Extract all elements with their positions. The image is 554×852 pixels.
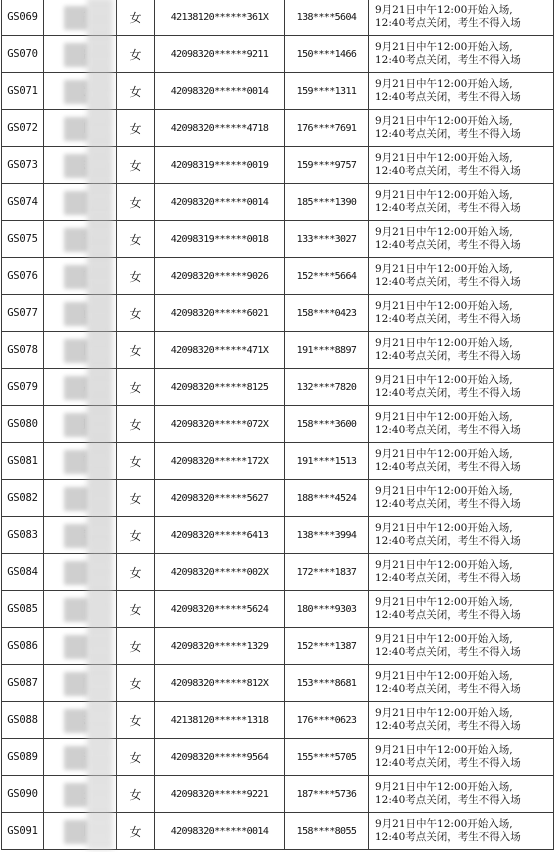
table-row xyxy=(2,110,554,147)
name-blur-mask xyxy=(64,376,88,400)
note-line-1: 9月21日中午12:00开始入场, xyxy=(375,337,513,349)
name-blur-mask xyxy=(64,6,88,30)
phone-cell: 153****8681 xyxy=(285,665,369,702)
candidate-number-cell: GS078 xyxy=(2,332,44,369)
table-row xyxy=(2,628,554,665)
phone-cell: 180****9303 xyxy=(285,591,369,628)
id-number-cell: 42098320******172X xyxy=(155,443,285,480)
note-line-1: 9月21日中午12:00开始入场, xyxy=(375,4,513,16)
roster-body xyxy=(2,0,554,850)
note-line-1: 9月21日中午12:00开始入场, xyxy=(375,41,513,53)
phone-cell: 158****8055 xyxy=(285,813,369,850)
note-line-2: 12:40考点关闭，考生不得入场 xyxy=(375,646,521,658)
note-line-1: 9月21日中午12:00开始入场, xyxy=(375,448,513,460)
note-line-1: 9月21日中午12:00开始入场, xyxy=(375,152,513,164)
admission-note-cell xyxy=(369,110,554,147)
table-row xyxy=(2,554,554,591)
note-line-1: 9月21日中午12:00开始入场, xyxy=(375,596,513,608)
table-row xyxy=(2,739,554,776)
table-row xyxy=(2,776,554,813)
note-line-1: 9月21日中午12:00开始入场, xyxy=(375,559,513,571)
admission-note-cell xyxy=(369,480,554,517)
admission-note-cell xyxy=(369,776,554,813)
table-row xyxy=(2,517,554,554)
gender-cell: 女 xyxy=(117,147,155,184)
id-number-cell: 42138120******361X xyxy=(155,0,285,36)
id-number-cell: 42098320******9221 xyxy=(155,776,285,813)
candidate-name-cell xyxy=(44,813,117,850)
phone-cell: 133****3027 xyxy=(285,221,369,258)
table-row xyxy=(2,332,554,369)
admission-note-cell xyxy=(369,739,554,776)
gender-cell: 女 xyxy=(117,406,155,443)
gender-cell: 女 xyxy=(117,665,155,702)
gender-cell: 女 xyxy=(117,739,155,776)
candidate-number-cell: GS080 xyxy=(2,406,44,443)
table-row xyxy=(2,73,554,110)
note-line-1: 9月21日中午12:00开始入场, xyxy=(375,374,513,386)
admission-note-cell xyxy=(369,665,554,702)
candidate-name-cell xyxy=(44,258,117,295)
name-blur-mask xyxy=(64,302,88,326)
note-line-2: 12:40考点关闭，考生不得入场 xyxy=(375,165,521,177)
admission-note-cell xyxy=(369,813,554,850)
phone-cell: 152****5664 xyxy=(285,258,369,295)
admission-note-cell xyxy=(369,332,554,369)
table-row xyxy=(2,147,554,184)
phone-cell: 191****1513 xyxy=(285,443,369,480)
name-blur-mask xyxy=(64,450,88,474)
note-line-1: 9月21日中午12:00开始入场, xyxy=(375,263,513,275)
name-blur-mask xyxy=(64,265,88,289)
name-blur-mask xyxy=(64,820,88,844)
id-number-cell: 42098320******9564 xyxy=(155,739,285,776)
gender-cell: 女 xyxy=(117,110,155,147)
id-number-cell: 42098320******812X xyxy=(155,665,285,702)
note-line-1: 9月21日中午12:00开始入场, xyxy=(375,670,513,682)
gender-cell: 女 xyxy=(117,369,155,406)
candidate-name-cell xyxy=(44,369,117,406)
table-row xyxy=(2,369,554,406)
note-line-2: 12:40考点关闭，考生不得入场 xyxy=(375,757,521,769)
name-blur-mask xyxy=(64,413,88,437)
candidate-name-cell xyxy=(44,295,117,332)
candidate-name-cell xyxy=(44,665,117,702)
gender-cell: 女 xyxy=(117,443,155,480)
note-line-2: 12:40考点关闭，考生不得入场 xyxy=(375,350,521,362)
name-blur-mask xyxy=(64,672,88,696)
note-line-1: 9月21日中午12:00开始入场, xyxy=(375,781,513,793)
note-line-1: 9月21日中午12:00开始入场, xyxy=(375,411,513,423)
note-line-2: 12:40考点关闭，考生不得入场 xyxy=(375,239,521,251)
name-blur-mask xyxy=(64,228,88,252)
note-line-2: 12:40考点关闭，考生不得入场 xyxy=(375,424,521,436)
note-line-2: 12:40考点关闭，考生不得入场 xyxy=(375,831,521,843)
note-line-1: 9月21日中午12:00开始入场, xyxy=(375,226,513,238)
note-line-1: 9月21日中午12:00开始入场, xyxy=(375,300,513,312)
admission-note-cell xyxy=(369,73,554,110)
note-line-2: 12:40考点关闭，考生不得入场 xyxy=(375,794,521,806)
candidate-number-cell: GS090 xyxy=(2,776,44,813)
admission-note-cell xyxy=(369,443,554,480)
name-blur-mask xyxy=(64,154,88,178)
note-line-2: 12:40考点关闭，考生不得入场 xyxy=(375,683,521,695)
id-number-cell: 42098320******6021 xyxy=(155,295,285,332)
name-blur-mask xyxy=(64,43,88,67)
id-number-cell: 42098319******0018 xyxy=(155,221,285,258)
admission-note-cell xyxy=(369,258,554,295)
candidate-name-cell xyxy=(44,110,117,147)
candidate-number-cell: GS075 xyxy=(2,221,44,258)
id-number-cell: 42098320******4718 xyxy=(155,110,285,147)
note-line-1: 9月21日中午12:00开始入场, xyxy=(375,189,513,201)
id-number-cell: 42098320******0014 xyxy=(155,813,285,850)
table-row xyxy=(2,258,554,295)
name-blur-mask xyxy=(64,487,88,511)
name-blur-mask xyxy=(64,561,88,585)
table-row xyxy=(2,665,554,702)
gender-cell: 女 xyxy=(117,36,155,73)
id-number-cell: 42098320******8125 xyxy=(155,369,285,406)
id-number-cell: 42098320******6413 xyxy=(155,517,285,554)
gender-cell: 女 xyxy=(117,591,155,628)
name-blur-mask xyxy=(64,339,88,363)
candidate-number-cell: GS091 xyxy=(2,813,44,850)
admission-note-cell xyxy=(369,554,554,591)
note-line-2: 12:40考点关闭，考生不得入场 xyxy=(375,91,521,103)
id-number-cell: 42098320******1329 xyxy=(155,628,285,665)
candidate-name-cell xyxy=(44,0,117,36)
candidate-number-cell: GS086 xyxy=(2,628,44,665)
candidate-number-cell: GS089 xyxy=(2,739,44,776)
phone-cell: 158****0423 xyxy=(285,295,369,332)
phone-cell: 159****1311 xyxy=(285,73,369,110)
candidate-name-cell xyxy=(44,147,117,184)
admission-note-cell xyxy=(369,517,554,554)
gender-cell: 女 xyxy=(117,480,155,517)
admission-note-cell xyxy=(369,0,554,36)
admission-note-cell xyxy=(369,36,554,73)
exam-roster-table xyxy=(1,0,554,850)
candidate-name-cell xyxy=(44,73,117,110)
candidate-name-cell xyxy=(44,184,117,221)
note-line-2: 12:40考点关闭，考生不得入场 xyxy=(375,202,521,214)
candidate-name-cell xyxy=(44,406,117,443)
name-blur-mask xyxy=(64,80,88,104)
candidate-number-cell: GS081 xyxy=(2,443,44,480)
table-row xyxy=(2,591,554,628)
name-blur-mask xyxy=(64,524,88,548)
name-blur-mask xyxy=(64,709,88,733)
admission-note-cell xyxy=(369,628,554,665)
gender-cell: 女 xyxy=(117,517,155,554)
gender-cell: 女 xyxy=(117,554,155,591)
admission-note-cell xyxy=(369,702,554,739)
phone-cell: 155****5705 xyxy=(285,739,369,776)
admission-note-cell xyxy=(369,221,554,258)
name-blur-mask xyxy=(64,598,88,622)
phone-cell: 138****5604 xyxy=(285,0,369,36)
candidate-number-cell: GS072 xyxy=(2,110,44,147)
id-number-cell: 42098319******0019 xyxy=(155,147,285,184)
candidate-number-cell: GS079 xyxy=(2,369,44,406)
candidate-name-cell xyxy=(44,739,117,776)
id-number-cell: 42098320******5627 xyxy=(155,480,285,517)
admission-note-cell xyxy=(369,184,554,221)
table-row xyxy=(2,184,554,221)
phone-cell: 188****4524 xyxy=(285,480,369,517)
note-line-1: 9月21日中午12:00开始入场, xyxy=(375,633,513,645)
id-number-cell: 42098320******0014 xyxy=(155,73,285,110)
admission-note-cell xyxy=(369,369,554,406)
phone-cell: 176****0623 xyxy=(285,702,369,739)
candidate-number-cell: GS087 xyxy=(2,665,44,702)
admission-note-cell xyxy=(369,147,554,184)
candidate-name-cell xyxy=(44,776,117,813)
candidate-name-cell xyxy=(44,443,117,480)
admission-note-cell xyxy=(369,295,554,332)
gender-cell: 女 xyxy=(117,221,155,258)
gender-cell: 女 xyxy=(117,73,155,110)
gender-cell: 女 xyxy=(117,813,155,850)
id-number-cell: 42098320******0014 xyxy=(155,184,285,221)
candidate-number-cell: GS088 xyxy=(2,702,44,739)
table-row xyxy=(2,0,554,36)
id-number-cell: 42138120******1318 xyxy=(155,702,285,739)
candidate-name-cell xyxy=(44,36,117,73)
candidate-number-cell: GS084 xyxy=(2,554,44,591)
note-line-1: 9月21日中午12:00开始入场, xyxy=(375,744,513,756)
candidate-number-cell: GS070 xyxy=(2,36,44,73)
table-row xyxy=(2,406,554,443)
note-line-2: 12:40考点关闭，考生不得入场 xyxy=(375,498,521,510)
admission-note-cell xyxy=(369,591,554,628)
phone-cell: 176****7691 xyxy=(285,110,369,147)
phone-cell: 152****1387 xyxy=(285,628,369,665)
name-blur-mask xyxy=(64,783,88,807)
candidate-name-cell xyxy=(44,480,117,517)
candidate-number-cell: GS073 xyxy=(2,147,44,184)
phone-cell: 159****9757 xyxy=(285,147,369,184)
candidate-number-cell: GS076 xyxy=(2,258,44,295)
candidate-number-cell: GS077 xyxy=(2,295,44,332)
gender-cell: 女 xyxy=(117,295,155,332)
table-row xyxy=(2,221,554,258)
gender-cell: 女 xyxy=(117,776,155,813)
name-blur-mask xyxy=(64,635,88,659)
note-line-2: 12:40考点关闭，考生不得入场 xyxy=(375,128,521,140)
id-number-cell: 42098320******072X xyxy=(155,406,285,443)
admission-note-cell xyxy=(369,406,554,443)
table-row xyxy=(2,813,554,850)
candidate-name-cell xyxy=(44,554,117,591)
candidate-name-cell xyxy=(44,221,117,258)
candidate-number-cell: GS069 xyxy=(2,0,44,36)
candidate-number-cell: GS083 xyxy=(2,517,44,554)
id-number-cell: 42098320******5624 xyxy=(155,591,285,628)
note-line-2: 12:40考点关闭，考生不得入场 xyxy=(375,609,521,621)
note-line-2: 12:40考点关闭，考生不得入场 xyxy=(375,54,521,66)
name-blur-mask xyxy=(64,191,88,215)
phone-cell: 185****1390 xyxy=(285,184,369,221)
name-blur-mask xyxy=(64,117,88,141)
candidate-number-cell: GS071 xyxy=(2,73,44,110)
candidate-name-cell xyxy=(44,702,117,739)
gender-cell: 女 xyxy=(117,332,155,369)
phone-cell: 138****3994 xyxy=(285,517,369,554)
note-line-2: 12:40考点关闭，考生不得入场 xyxy=(375,535,521,547)
id-number-cell: 42098320******9026 xyxy=(155,258,285,295)
candidate-name-cell xyxy=(44,517,117,554)
note-line-2: 12:40考点关闭，考生不得入场 xyxy=(375,572,521,584)
note-line-2: 12:40考点关闭，考生不得入场 xyxy=(375,720,521,732)
table-row xyxy=(2,295,554,332)
note-line-2: 12:40考点关闭，考生不得入场 xyxy=(375,461,521,473)
name-blur-mask xyxy=(64,746,88,770)
gender-cell: 女 xyxy=(117,702,155,739)
candidate-name-cell xyxy=(44,332,117,369)
table-row xyxy=(2,36,554,73)
id-number-cell: 42098320******9211 xyxy=(155,36,285,73)
table-row xyxy=(2,480,554,517)
table-row xyxy=(2,702,554,739)
note-line-2: 12:40考点关闭，考生不得入场 xyxy=(375,276,521,288)
note-line-1: 9月21日中午12:00开始入场, xyxy=(375,522,513,534)
gender-cell: 女 xyxy=(117,0,155,36)
note-line-1: 9月21日中午12:00开始入场, xyxy=(375,818,513,830)
gender-cell: 女 xyxy=(117,258,155,295)
gender-cell: 女 xyxy=(117,628,155,665)
id-number-cell: 42098320******002X xyxy=(155,554,285,591)
phone-cell: 132****7820 xyxy=(285,369,369,406)
note-line-1: 9月21日中午12:00开始入场, xyxy=(375,485,513,497)
note-line-2: 12:40考点关闭，考生不得入场 xyxy=(375,17,521,29)
phone-cell: 158****3600 xyxy=(285,406,369,443)
phone-cell: 172****1837 xyxy=(285,554,369,591)
candidate-number-cell: GS074 xyxy=(2,184,44,221)
candidate-number-cell: GS085 xyxy=(2,591,44,628)
note-line-1: 9月21日中午12:00开始入场, xyxy=(375,707,513,719)
note-line-2: 12:40考点关闭，考生不得入场 xyxy=(375,313,521,325)
gender-cell: 女 xyxy=(117,184,155,221)
phone-cell: 150****1466 xyxy=(285,36,369,73)
note-line-2: 12:40考点关闭，考生不得入场 xyxy=(375,387,521,399)
phone-cell: 187****5736 xyxy=(285,776,369,813)
phone-cell: 191****8897 xyxy=(285,332,369,369)
id-number-cell: 42098320******471X xyxy=(155,332,285,369)
note-line-1: 9月21日中午12:00开始入场, xyxy=(375,115,513,127)
table-row xyxy=(2,443,554,480)
note-line-1: 9月21日中午12:00开始入场, xyxy=(375,78,513,90)
candidate-number-cell: GS082 xyxy=(2,480,44,517)
candidate-name-cell xyxy=(44,591,117,628)
candidate-name-cell xyxy=(44,628,117,665)
